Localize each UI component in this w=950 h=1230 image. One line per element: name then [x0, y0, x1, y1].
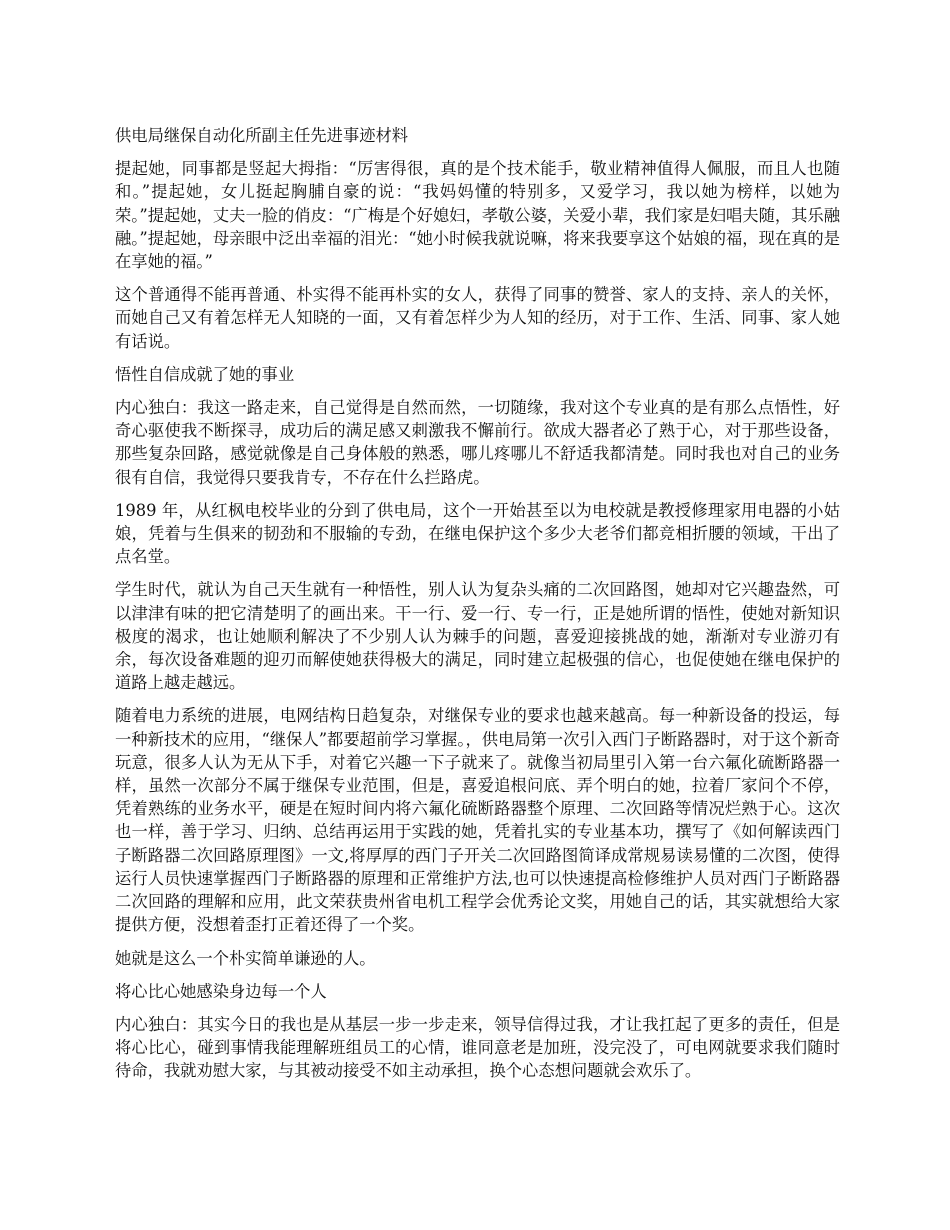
- section-heading-empathy: 将心比心她感染身边每一个人: [115, 981, 327, 1001]
- paragraph-ordinary-woman: 这个普通得不能再普通、朴实得不能再朴实的女人，获得了同事的赞誉、家人的支持、亲人的关怀，而她自己又有着怎样无人知晓的一面，又有着怎样少为人知的经历，对于工作、生活、同事、家人她有话说。: [115, 285, 840, 351]
- paragraph-humble: 她就是这么一个朴实简单谦逊的人。: [115, 948, 376, 968]
- paragraph-inner-monologue-2: 内心独白：其实今日的我也是从基层一步一步走来，领导信得过我，才让我扛起了更多的责任，但是将心比心，碰到事情我能理解班组员工的心情，谁同意老是加班，没完没了，可电网就要求我们随时待命，我就劝慰大家，与其被动接受不如主动承担，换个心态想问题就会欢乐了。: [115, 1014, 840, 1081]
- paragraph-inner-monologue-1: 内心独白：我这一路走来，自己觉得是自然而然，一切随缘，我对这个专业真的是有那么点悟性，好奇心驱使我不断探寻，成功后的满足感又刺激我不懈前行。欲成大器者必了熟于心，对于那些设备，那些复杂回路，感觉就像是自己身体般的熟悉，哪儿疼哪儿不舒适我都清楚。同时我也对自己的业务很有自信，我觉得只要我肯专，不存在什么拦路虎。: [115, 398, 840, 487]
- paragraph-1989: 1989 年，从红枫电校毕业的分到了供电局，这个一开始甚至以为电校就是教授修理家用电器的小姑娘，凭着与生俱来的韧劲和不服输的专劲，在继电保护这个多少大老爷们都竞相折腰的领域，干出了点名堂。: [115, 500, 840, 567]
- paragraph-student-days: 学生时代，就认为自己天生就有一种悟性，别人认为复杂头痛的二次回路图，她却对它兴趣盎然，可以津津有味的把它清楚明了的画出来。干一行、爱一行、专一行，正是她所谓的悟性，使她对新知识极度的渴求，也让她顺利解决了不少别人认为棘手的问题，喜爱迎接挑战的她，渐渐对专业游刃有余，每次设备难题的迎刃而解使她获得极大的满足，同时建立起极强的信心，也促使她在继电保护的道路上越走越远。: [115, 580, 840, 693]
- paragraph-colleagues-praise: 提起她，同事都是竖起大拇指：“厉害得很，真的是个技术能手，敬业精神值得人佩服，而且人也随和。”提起她，女儿挺起胸脯自豪的说：“我妈妈懂的特别多，又爱学习，我以她为榜样，以她为荣。”提起她，丈夫一脸的俏皮：“广梅是个好媳妇，孝敬公婆，关爱小辈，我们家是妇唱夫随，其乐融融。”提起她，母亲眼中泛出幸福的泪光：“她小时候我就说嘛，将来我要享这个姑娘的福，现在真的是在享她的福。”: [115, 159, 840, 272]
- document-page: [115, 124, 840, 1093]
- document-title: 供电局继保自动化所副主任先进事迹材料: [115, 126, 409, 145]
- paragraph-power-system: 随着电力系统的进展，电网结构日趋复杂，对继保专业的要求也越来越高。每一种新设备的投运，每一种新技术的应用，“继保人”都要超前学习掌握。，供电局第一次引入西门子断路器时，对于这个新奇玩意，很多人认为无从下手，对着它兴趣一下子就来了。就像当初局里引入第一台六氟化硫断路器一样，虽然一次部分不属于继保专业范围，但是，喜爱追根问底、弄个明白的她，拉着厂家问个不停，凭着熟练的业务水平，硬是在短时间内将六氟化硫断路器整个原理、二次回路等情况烂熟于心。这次也一样，善于学习、归纳、总结再运用于实践的她，凭着扎实的专业基本功，撰写了《如何解读西门子断路器二次回路原理图》一文,将厚厚的西门子开关二次回路图简译成常规易读易懂的二次图，使得运行人员快速掌握西门子断路器的原理和正常维护方法,也可以快速提高检修维护人员对西门子断路器二次回路的理解和应用，此文荣获贵州省电机工程学会优秀论文奖，用她自己的话，其实就想给大家提供方便，没想着歪打正着还得了一个奖。: [115, 706, 840, 935]
- section-heading-talent: 悟性自信成就了她的事业: [115, 364, 295, 384]
